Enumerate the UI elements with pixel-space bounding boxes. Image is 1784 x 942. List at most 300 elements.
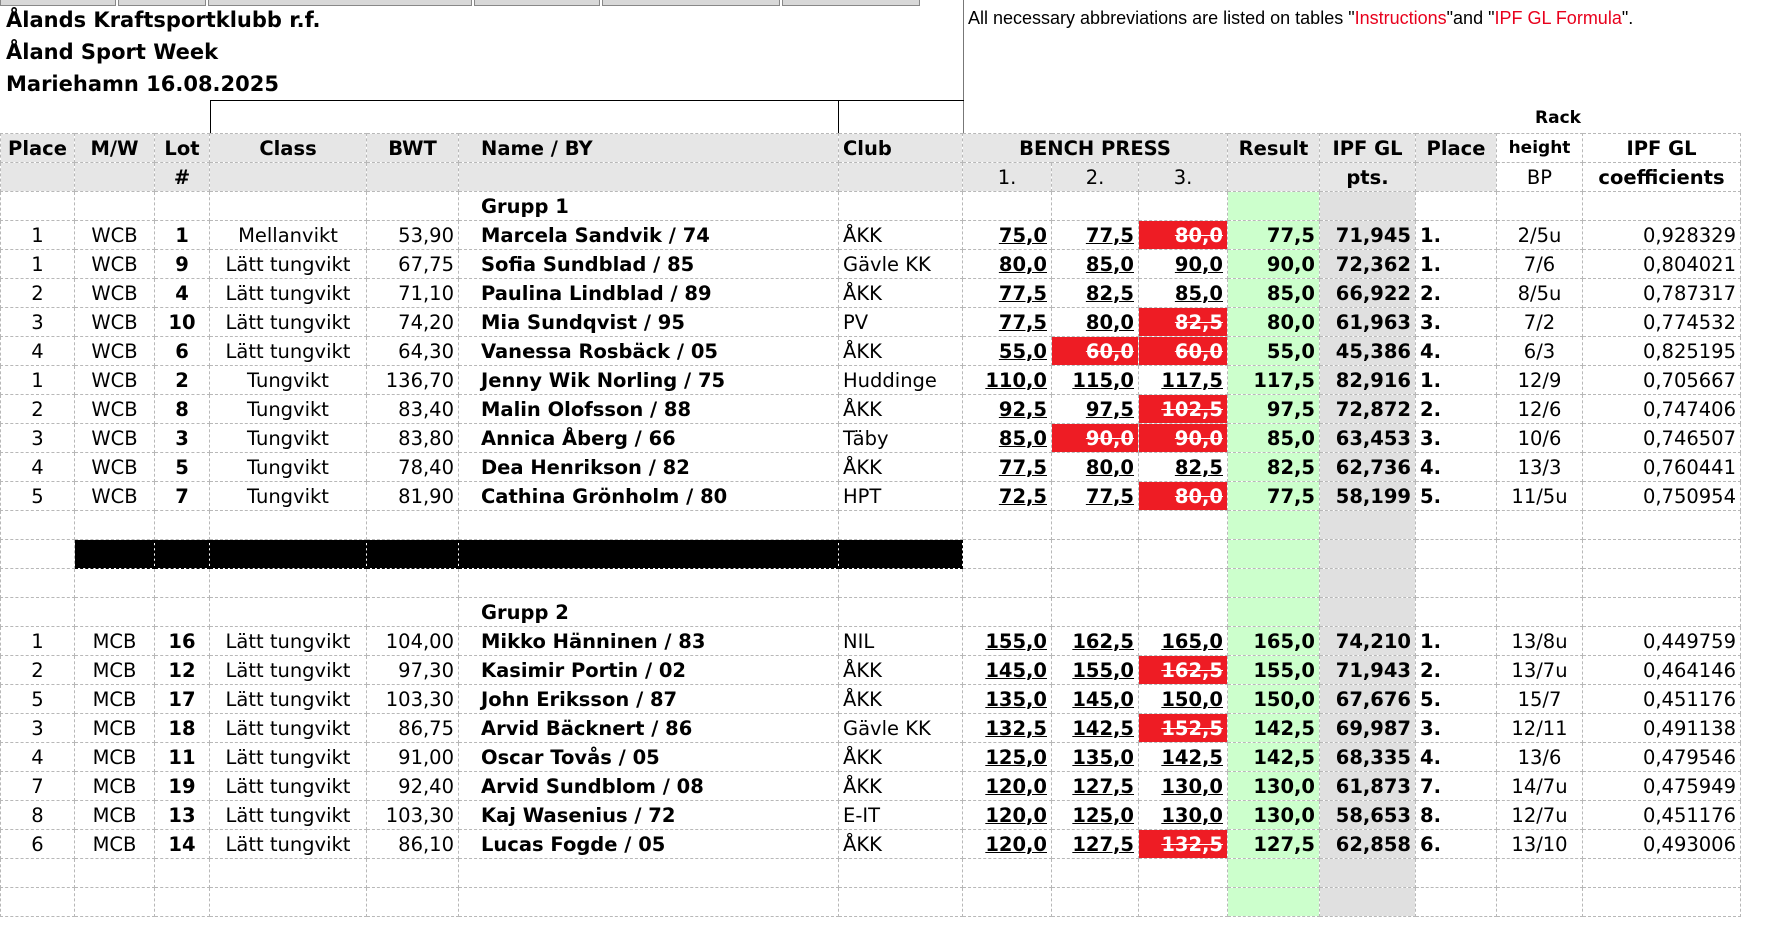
empty-cell[interactable] [210, 540, 367, 569]
name-cell[interactable]: Malin Olofsson / 88 [459, 395, 839, 424]
coefficient-cell[interactable]: 0,928329 [1583, 221, 1741, 250]
empty-cell[interactable] [1320, 859, 1416, 888]
name-cell[interactable]: Sofia Sundblad / 85 [459, 250, 839, 279]
class-cell[interactable]: Tungvikt [210, 395, 367, 424]
instructions-link[interactable]: Instructions [1354, 8, 1447, 28]
attempt-1-cell[interactable]: 120,0 [963, 830, 1052, 859]
class-cell[interactable]: Lätt tungvikt [210, 685, 367, 714]
club-cell[interactable]: Huddinge [839, 366, 963, 395]
attempt-2-cell[interactable]: 77,5 [1052, 482, 1139, 511]
place-rank-cell[interactable]: 5. [1416, 685, 1497, 714]
attempt-2-cell[interactable]: 127,5 [1052, 772, 1139, 801]
rack-height-cell[interactable]: 12/6 [1497, 395, 1583, 424]
attempt-2-cell[interactable]: 155,0 [1052, 656, 1139, 685]
rack-height-cell[interactable]: 12/9 [1497, 366, 1583, 395]
empty-cell[interactable] [1497, 888, 1583, 917]
lot-cell[interactable]: 4 [155, 279, 210, 308]
place-cell[interactable]: 4 [1, 743, 75, 772]
attempt-2-cell[interactable]: 80,0 [1052, 453, 1139, 482]
empty-cell[interactable] [75, 569, 155, 598]
empty-cell[interactable] [1228, 540, 1320, 569]
rack-height-cell[interactable]: 7/6 [1497, 250, 1583, 279]
empty-cell[interactable] [155, 888, 210, 917]
class-cell[interactable]: Lätt tungvikt [210, 656, 367, 685]
bwt-cell[interactable]: 86,10 [367, 830, 459, 859]
empty-cell[interactable] [1320, 888, 1416, 917]
bwt-cell[interactable]: 71,10 [367, 279, 459, 308]
coefficient-cell[interactable]: 0,825195 [1583, 337, 1741, 366]
attempt-3-cell[interactable]: 165,0 [1139, 627, 1228, 656]
attempt-2-cell[interactable]: 60,0 [1052, 337, 1139, 366]
attempt-3-cell[interactable]: 85,0 [1139, 279, 1228, 308]
class-cell[interactable]: Tungvikt [210, 424, 367, 453]
empty-cell[interactable] [1497, 540, 1583, 569]
ipf-points-cell[interactable]: 67,676 [1320, 685, 1416, 714]
empty-cell[interactable] [1, 540, 75, 569]
empty-cell[interactable] [155, 569, 210, 598]
place-cell[interactable]: 2 [1, 279, 75, 308]
place-rank-cell[interactable]: 5. [1416, 482, 1497, 511]
empty-cell[interactable] [1416, 859, 1497, 888]
ipf-points-cell[interactable]: 62,858 [1320, 830, 1416, 859]
class-cell[interactable]: Lätt tungvikt [210, 250, 367, 279]
attempt-3-cell[interactable]: 130,0 [1139, 801, 1228, 830]
bwt-cell[interactable]: 64,30 [367, 337, 459, 366]
ipf-points-cell[interactable]: 61,963 [1320, 308, 1416, 337]
attempt-3-cell[interactable]: 117,5 [1139, 366, 1228, 395]
class-cell[interactable]: Lätt tungvikt [210, 830, 367, 859]
empty-cell[interactable] [839, 888, 963, 917]
ipf-points-cell[interactable]: 69,987 [1320, 714, 1416, 743]
attempt-3-cell[interactable]: 162,5 [1139, 656, 1228, 685]
attempt-3-cell[interactable]: 150,0 [1139, 685, 1228, 714]
mw-cell[interactable]: MCB [75, 627, 155, 656]
empty-cell[interactable] [75, 540, 155, 569]
empty-cell[interactable] [459, 511, 839, 540]
coefficient-cell[interactable]: 0,804021 [1583, 250, 1741, 279]
name-cell[interactable]: Annica Åberg / 66 [459, 424, 839, 453]
empty-cell[interactable] [1052, 598, 1139, 627]
mw-cell[interactable]: MCB [75, 830, 155, 859]
rack-height-cell[interactable]: 13/8u [1497, 627, 1583, 656]
lifter-row[interactable] [1, 830, 1741, 859]
empty-cell[interactable] [1228, 888, 1320, 917]
ipf-points-cell[interactable]: 66,922 [1320, 279, 1416, 308]
lot-cell[interactable]: 9 [155, 250, 210, 279]
attempt-1-cell[interactable]: 85,0 [963, 424, 1052, 453]
ipf-points-cell[interactable]: 71,943 [1320, 656, 1416, 685]
bwt-cell[interactable]: 103,30 [367, 801, 459, 830]
result-cell[interactable]: 155,0 [1228, 656, 1320, 685]
empty-cell[interactable] [75, 859, 155, 888]
empty-cell[interactable] [1139, 888, 1228, 917]
empty-cell[interactable] [1497, 598, 1583, 627]
empty-cell[interactable] [963, 859, 1052, 888]
ipf-points-cell[interactable]: 58,199 [1320, 482, 1416, 511]
empty-cell[interactable] [367, 192, 459, 221]
empty-cell[interactable] [155, 598, 210, 627]
attempt-3-cell[interactable]: 60,0 [1139, 337, 1228, 366]
class-cell[interactable]: Lätt tungvikt [210, 714, 367, 743]
empty-cell[interactable] [1, 598, 75, 627]
result-cell[interactable]: 82,5 [1228, 453, 1320, 482]
empty-cell[interactable] [367, 569, 459, 598]
attempt-1-cell[interactable]: 132,5 [963, 714, 1052, 743]
name-cell[interactable]: Kasimir Portin / 02 [459, 656, 839, 685]
place-cell[interactable]: 2 [1, 656, 75, 685]
coefficient-cell[interactable]: 0,774532 [1583, 308, 1741, 337]
attempt-2-cell[interactable]: 162,5 [1052, 627, 1139, 656]
lot-cell[interactable]: 3 [155, 424, 210, 453]
place-rank-cell[interactable]: 2. [1416, 279, 1497, 308]
name-cell[interactable]: Kaj Wasenius / 72 [459, 801, 839, 830]
empty-cell[interactable] [1320, 511, 1416, 540]
attempt-2-cell[interactable]: 77,5 [1052, 221, 1139, 250]
coefficient-cell[interactable]: 0,760441 [1583, 453, 1741, 482]
place-rank-cell[interactable]: 8. [1416, 801, 1497, 830]
place-cell[interactable]: 1 [1, 250, 75, 279]
attempt-2-cell[interactable]: 97,5 [1052, 395, 1139, 424]
empty-cell[interactable] [1139, 192, 1228, 221]
empty-cell[interactable] [1320, 569, 1416, 598]
name-cell[interactable]: Jenny Wik Norling / 75 [459, 366, 839, 395]
mw-cell[interactable]: WCB [75, 221, 155, 250]
lot-cell[interactable]: 5 [155, 453, 210, 482]
place-cell[interactable]: 1 [1, 221, 75, 250]
bwt-cell[interactable]: 86,75 [367, 714, 459, 743]
lot-cell[interactable]: 14 [155, 830, 210, 859]
coefficient-cell[interactable]: 0,449759 [1583, 627, 1741, 656]
lifter-row[interactable] [1, 279, 1741, 308]
empty-cell[interactable] [839, 569, 963, 598]
empty-cell[interactable] [963, 192, 1052, 221]
club-cell[interactable]: ÅKK [839, 772, 963, 801]
lifter-row[interactable] [1, 772, 1741, 801]
lifter-row[interactable] [1, 250, 1741, 279]
result-cell[interactable]: 130,0 [1228, 772, 1320, 801]
attempt-2-cell[interactable]: 85,0 [1052, 250, 1139, 279]
empty-cell[interactable] [1320, 540, 1416, 569]
sheet-tab[interactable] [474, 0, 600, 6]
club-cell[interactable]: E-IT [839, 801, 963, 830]
empty-cell[interactable] [839, 598, 963, 627]
mw-cell[interactable]: WCB [75, 482, 155, 511]
coefficient-cell[interactable]: 0,451176 [1583, 685, 1741, 714]
result-cell[interactable]: 55,0 [1228, 337, 1320, 366]
rack-height-cell[interactable]: 13/3 [1497, 453, 1583, 482]
place-cell[interactable]: 7 [1, 772, 75, 801]
place-rank-cell[interactable]: 1. [1416, 366, 1497, 395]
empty-cell[interactable] [1139, 859, 1228, 888]
mw-cell[interactable]: MCB [75, 801, 155, 830]
mw-cell[interactable]: WCB [75, 453, 155, 482]
lifter-row[interactable] [1, 801, 1741, 830]
place-rank-cell[interactable]: 2. [1416, 395, 1497, 424]
ipf-points-cell[interactable]: 63,453 [1320, 424, 1416, 453]
sheet-tab[interactable] [782, 0, 920, 6]
empty-cell[interactable] [459, 888, 839, 917]
attempt-3-cell[interactable]: 102,5 [1139, 395, 1228, 424]
empty-cell[interactable] [210, 859, 367, 888]
attempt-2-cell[interactable]: 142,5 [1052, 714, 1139, 743]
place-rank-cell[interactable]: 4. [1416, 453, 1497, 482]
place-rank-cell[interactable]: 1. [1416, 221, 1497, 250]
mw-cell[interactable]: WCB [75, 279, 155, 308]
result-cell[interactable]: 165,0 [1228, 627, 1320, 656]
result-cell[interactable]: 127,5 [1228, 830, 1320, 859]
empty-cell[interactable] [1497, 511, 1583, 540]
lifter-row[interactable] [1, 308, 1741, 337]
class-cell[interactable]: Tungvikt [210, 453, 367, 482]
lifter-row[interactable] [1, 395, 1741, 424]
class-cell[interactable]: Mellanvikt [210, 221, 367, 250]
attempt-1-cell[interactable]: 120,0 [963, 772, 1052, 801]
class-cell[interactable]: Tungvikt [210, 366, 367, 395]
attempt-3-cell[interactable]: 80,0 [1139, 482, 1228, 511]
bwt-cell[interactable]: 81,90 [367, 482, 459, 511]
coefficient-cell[interactable]: 0,479546 [1583, 743, 1741, 772]
lifter-row[interactable] [1, 743, 1741, 772]
attempt-2-cell[interactable]: 125,0 [1052, 801, 1139, 830]
place-cell[interactable]: 3 [1, 424, 75, 453]
place-rank-cell[interactable]: 4. [1416, 743, 1497, 772]
place-cell[interactable]: 4 [1, 453, 75, 482]
place-cell[interactable]: 2 [1, 395, 75, 424]
bwt-cell[interactable]: 74,20 [367, 308, 459, 337]
empty-cell[interactable] [1583, 888, 1741, 917]
class-cell[interactable]: Lätt tungvikt [210, 801, 367, 830]
mw-cell[interactable]: WCB [75, 395, 155, 424]
place-cell[interactable]: 8 [1, 801, 75, 830]
place-rank-cell[interactable]: 6. [1416, 830, 1497, 859]
attempt-3-cell[interactable]: 80,0 [1139, 221, 1228, 250]
lifter-row[interactable] [1, 685, 1741, 714]
attempt-1-cell[interactable]: 77,5 [963, 308, 1052, 337]
name-cell[interactable]: Paulina Lindblad / 89 [459, 279, 839, 308]
coefficient-cell[interactable]: 0,750954 [1583, 482, 1741, 511]
mw-cell[interactable]: MCB [75, 685, 155, 714]
rack-height-cell[interactable]: 10/6 [1497, 424, 1583, 453]
empty-cell[interactable] [963, 569, 1052, 598]
empty-cell[interactable] [963, 888, 1052, 917]
empty-cell[interactable] [1228, 598, 1320, 627]
empty-cell[interactable] [1, 569, 75, 598]
club-cell[interactable]: Gävle KK [839, 250, 963, 279]
class-cell[interactable]: Lätt tungvikt [210, 337, 367, 366]
attempt-2-cell[interactable]: 127,5 [1052, 830, 1139, 859]
lot-cell[interactable]: 8 [155, 395, 210, 424]
place-cell[interactable]: 5 [1, 685, 75, 714]
mw-cell[interactable]: MCB [75, 714, 155, 743]
empty-cell[interactable] [367, 888, 459, 917]
coefficient-cell[interactable]: 0,451176 [1583, 801, 1741, 830]
attempt-1-cell[interactable]: 77,5 [963, 279, 1052, 308]
empty-cell[interactable] [210, 192, 367, 221]
empty-cell[interactable] [1583, 569, 1741, 598]
ipf-points-cell[interactable]: 71,945 [1320, 221, 1416, 250]
attempt-1-cell[interactable]: 92,5 [963, 395, 1052, 424]
rack-height-cell[interactable]: 12/11 [1497, 714, 1583, 743]
empty-cell[interactable] [1583, 540, 1741, 569]
result-cell[interactable]: 85,0 [1228, 279, 1320, 308]
mw-cell[interactable]: WCB [75, 366, 155, 395]
attempt-1-cell[interactable]: 77,5 [963, 453, 1052, 482]
rack-height-cell[interactable]: 11/5u [1497, 482, 1583, 511]
name-cell[interactable]: John Eriksson / 87 [459, 685, 839, 714]
empty-cell[interactable] [963, 540, 1052, 569]
club-cell[interactable]: HPT [839, 482, 963, 511]
mw-cell[interactable]: WCB [75, 337, 155, 366]
name-cell[interactable]: Oscar Tovås / 05 [459, 743, 839, 772]
empty-cell[interactable] [1228, 569, 1320, 598]
mw-cell[interactable]: MCB [75, 656, 155, 685]
lifter-row[interactable] [1, 366, 1741, 395]
empty-cell[interactable] [1583, 192, 1741, 221]
result-cell[interactable]: 85,0 [1228, 424, 1320, 453]
name-cell[interactable]: Arvid Sundblom / 08 [459, 772, 839, 801]
name-cell[interactable]: Mikko Hänninen / 83 [459, 627, 839, 656]
coefficient-cell[interactable]: 0,475949 [1583, 772, 1741, 801]
empty-cell[interactable] [1497, 859, 1583, 888]
class-cell[interactable]: Tungvikt [210, 482, 367, 511]
empty-cell[interactable] [367, 859, 459, 888]
place-cell[interactable]: 1 [1, 627, 75, 656]
lot-cell[interactable]: 10 [155, 308, 210, 337]
empty-cell[interactable] [1, 888, 75, 917]
club-cell[interactable]: ÅKK [839, 453, 963, 482]
empty-cell[interactable] [1416, 598, 1497, 627]
bwt-cell[interactable]: 83,40 [367, 395, 459, 424]
rack-height-cell[interactable]: 15/7 [1497, 685, 1583, 714]
place-rank-cell[interactable]: 1. [1416, 627, 1497, 656]
bwt-cell[interactable]: 97,30 [367, 656, 459, 685]
attempt-3-cell[interactable]: 90,0 [1139, 250, 1228, 279]
bwt-cell[interactable]: 83,80 [367, 424, 459, 453]
club-cell[interactable]: ÅKK [839, 830, 963, 859]
lot-cell[interactable]: 11 [155, 743, 210, 772]
coefficient-cell[interactable]: 0,491138 [1583, 714, 1741, 743]
attempt-1-cell[interactable]: 110,0 [963, 366, 1052, 395]
empty-cell[interactable] [155, 511, 210, 540]
empty-cell[interactable] [1228, 192, 1320, 221]
attempt-3-cell[interactable]: 132,5 [1139, 830, 1228, 859]
place-cell[interactable]: 4 [1, 337, 75, 366]
result-cell[interactable]: 77,5 [1228, 482, 1320, 511]
empty-cell[interactable] [1583, 598, 1741, 627]
attempt-1-cell[interactable]: 55,0 [963, 337, 1052, 366]
place-cell[interactable]: 1 [1, 366, 75, 395]
ipf-points-cell[interactable]: 68,335 [1320, 743, 1416, 772]
coefficient-cell[interactable]: 0,493006 [1583, 830, 1741, 859]
result-cell[interactable]: 117,5 [1228, 366, 1320, 395]
place-rank-cell[interactable]: 3. [1416, 424, 1497, 453]
attempt-3-cell[interactable]: 130,0 [1139, 772, 1228, 801]
lifter-row[interactable] [1, 221, 1741, 250]
name-cell[interactable]: Lucas Fogde / 05 [459, 830, 839, 859]
empty-cell[interactable] [75, 192, 155, 221]
attempt-2-cell[interactable]: 145,0 [1052, 685, 1139, 714]
bwt-cell[interactable]: 91,00 [367, 743, 459, 772]
empty-cell[interactable] [1228, 859, 1320, 888]
attempt-1-cell[interactable]: 80,0 [963, 250, 1052, 279]
empty-cell[interactable] [367, 511, 459, 540]
place-rank-cell[interactable]: 1. [1416, 250, 1497, 279]
empty-cell[interactable] [1416, 569, 1497, 598]
club-cell[interactable]: ÅKK [839, 221, 963, 250]
result-cell[interactable]: 80,0 [1228, 308, 1320, 337]
empty-cell[interactable] [459, 569, 839, 598]
place-rank-cell[interactable]: 7. [1416, 772, 1497, 801]
empty-cell[interactable] [210, 888, 367, 917]
lifter-row[interactable] [1, 453, 1741, 482]
name-cell[interactable]: Vanessa Rosbäck / 05 [459, 337, 839, 366]
coefficient-cell[interactable]: 0,747406 [1583, 395, 1741, 424]
empty-cell[interactable] [1139, 598, 1228, 627]
empty-cell[interactable] [459, 859, 839, 888]
ipf-gl-formula-link[interactable]: IPF GL Formula [1494, 8, 1622, 28]
empty-cell[interactable] [367, 540, 459, 569]
ipf-points-cell[interactable]: 72,872 [1320, 395, 1416, 424]
empty-cell[interactable] [839, 540, 963, 569]
lot-cell[interactable]: 6 [155, 337, 210, 366]
place-rank-cell[interactable]: 3. [1416, 714, 1497, 743]
empty-cell[interactable] [1583, 511, 1741, 540]
lot-cell[interactable]: 2 [155, 366, 210, 395]
mw-cell[interactable]: MCB [75, 743, 155, 772]
place-rank-cell[interactable]: 4. [1416, 337, 1497, 366]
result-cell[interactable]: 142,5 [1228, 743, 1320, 772]
empty-cell[interactable] [75, 511, 155, 540]
result-cell[interactable]: 142,5 [1228, 714, 1320, 743]
empty-cell[interactable] [1052, 888, 1139, 917]
empty-cell[interactable] [1139, 569, 1228, 598]
lot-cell[interactable]: 12 [155, 656, 210, 685]
empty-cell[interactable] [210, 511, 367, 540]
empty-cell[interactable] [1052, 192, 1139, 221]
lifter-row[interactable] [1, 656, 1741, 685]
empty-cell[interactable] [839, 859, 963, 888]
empty-cell[interactable] [1416, 540, 1497, 569]
rack-height-cell[interactable]: 12/7u [1497, 801, 1583, 830]
rack-height-cell[interactable]: 8/5u [1497, 279, 1583, 308]
bwt-cell[interactable]: 78,40 [367, 453, 459, 482]
mw-cell[interactable]: WCB [75, 250, 155, 279]
empty-cell[interactable] [75, 598, 155, 627]
empty-cell[interactable] [1052, 511, 1139, 540]
lot-cell[interactable]: 7 [155, 482, 210, 511]
place-cell[interactable]: 3 [1, 714, 75, 743]
empty-cell[interactable] [1416, 888, 1497, 917]
empty-cell[interactable] [839, 511, 963, 540]
mw-cell[interactable]: WCB [75, 424, 155, 453]
lifter-row[interactable] [1, 482, 1741, 511]
result-cell[interactable]: 130,0 [1228, 801, 1320, 830]
result-cell[interactable]: 150,0 [1228, 685, 1320, 714]
empty-cell[interactable] [155, 192, 210, 221]
place-rank-cell[interactable]: 3. [1416, 308, 1497, 337]
bwt-cell[interactable]: 92,40 [367, 772, 459, 801]
empty-cell[interactable] [1228, 511, 1320, 540]
rack-height-cell[interactable]: 13/6 [1497, 743, 1583, 772]
empty-cell[interactable] [210, 569, 367, 598]
empty-cell[interactable] [1052, 859, 1139, 888]
mw-cell[interactable]: WCB [75, 308, 155, 337]
ipf-points-cell[interactable]: 61,873 [1320, 772, 1416, 801]
ipf-points-cell[interactable]: 72,362 [1320, 250, 1416, 279]
empty-cell[interactable] [1583, 859, 1741, 888]
empty-cell[interactable] [1416, 511, 1497, 540]
class-cell[interactable]: Lätt tungvikt [210, 743, 367, 772]
